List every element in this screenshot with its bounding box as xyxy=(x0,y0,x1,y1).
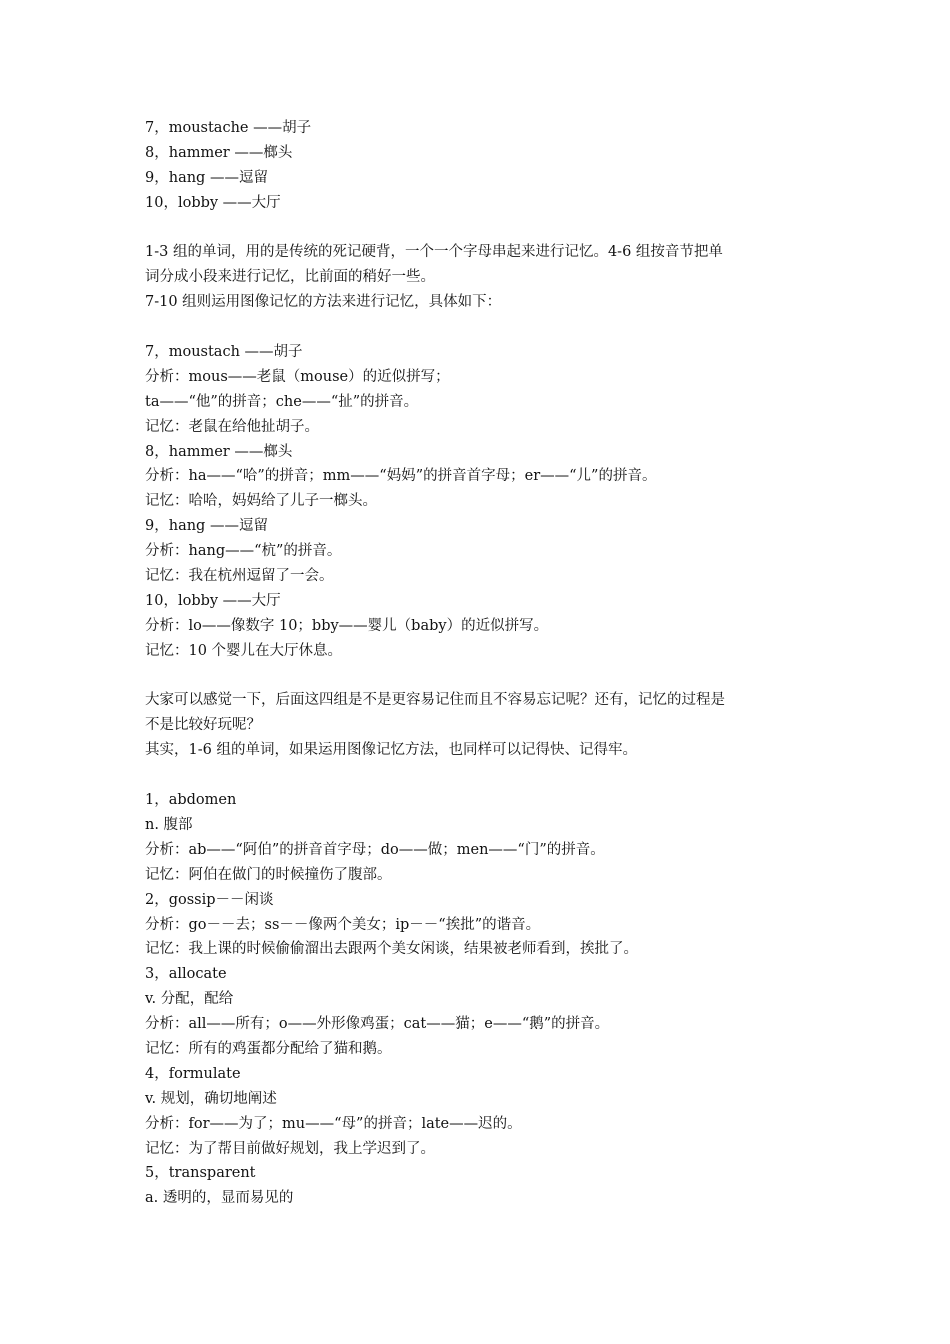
text-line: 其实，1-6 组的单词，如果运用图像记忆方法，也同样可以记得快、记得牢。 xyxy=(145,742,637,759)
text-line: 7，moustach ——胡子 xyxy=(145,344,303,361)
text-line: 词分成小段来进行记忆，比前面的稍好一些。 xyxy=(145,269,435,286)
blank-line xyxy=(145,216,815,241)
text-line: 2，gossip－－闲谈 xyxy=(145,891,274,908)
text-line: 1，abdomen xyxy=(145,792,237,809)
text-line: 8，hammer ——榔头 xyxy=(145,144,293,161)
text-line: 记忆：哈哈，妈妈给了儿子一榔头。 xyxy=(145,493,377,510)
text-line: 不是比较好玩呢？ xyxy=(145,717,261,734)
text-line: 9，hang ——逗留 xyxy=(145,169,268,186)
text-line: 10，lobby ——大厅 xyxy=(145,194,281,211)
blank-line xyxy=(145,315,815,340)
text-line: 分析：hang——“杭”的拼音。 xyxy=(145,543,342,560)
text-line: 记忆：我上课的时候偷偷溜出去跟两个美女闲谈，结果被老师看到，挨批了。 xyxy=(145,941,638,958)
text-line: 分析：mous——老鼠（mouse）的近似拼写； xyxy=(145,368,450,385)
text-line: 记忆：我在杭州逗留了一会。 xyxy=(145,568,334,585)
text-line: 记忆：10 个婴儿在大厅休息。 xyxy=(145,642,343,659)
text-line: 记忆：老鼠在给他扯胡子。 xyxy=(145,418,319,435)
text-line: 10，lobby ——大厅 xyxy=(145,592,281,609)
text-line: 分析：for——为了；mu——“母”的拼音；late——迟的。 xyxy=(145,1115,522,1132)
text-line: 3，allocate xyxy=(145,966,227,983)
text-line: n. 腹部 xyxy=(145,816,193,833)
text-line: 7-10 组则运用图像记忆的方法来进行记忆，具体如下： xyxy=(145,294,502,311)
text-line: 8，hammer ——榔头 xyxy=(145,443,293,460)
text-line: a. 透明的，显而易见的 xyxy=(145,1190,294,1207)
text-line: 记忆：阿伯在做门的时候撞伤了腹部。 xyxy=(145,866,392,883)
text-line: 分析：go－－去；ss－－像两个美女；ip－－“挨批”的谐音。 xyxy=(145,916,541,933)
text-line: 记忆：所有的鸡蛋都分配给了猫和鹅。 xyxy=(145,1040,392,1057)
text-line: 分析：ha——“哈”的拼音；mm——“妈妈”的拼音首字母；er——“儿”的拼音。 xyxy=(145,468,657,485)
blank-line xyxy=(145,664,815,689)
text-line: 分析：lo——像数字 10；bby——婴儿（baby）的近似拼写。 xyxy=(145,617,549,634)
text-line: v. 规划，确切地阐述 xyxy=(145,1090,277,1107)
text-line: 大家可以感觉一下，后面这四组是不是更容易记住而且不容易忘记呢？还有，记忆的过程是 xyxy=(145,692,725,709)
text-line: 分析：all——所有；o——外形像鸡蛋；cat——猫；e——“鹅”的拼音。 xyxy=(145,1016,610,1033)
text-line: v. 分配，配给 xyxy=(145,991,234,1008)
text-line: 7，moustache ——胡子 xyxy=(145,120,312,136)
document-body xyxy=(145,116,815,1211)
text-line: 记忆：为了帮目前做好规划，我上学迟到了。 xyxy=(145,1140,435,1157)
text-line: 4，formulate xyxy=(145,1065,241,1082)
text-line: ta——“他”的拼音；che——“扯”的拼音。 xyxy=(145,393,419,410)
blank-line xyxy=(145,763,815,788)
text-line: 分析：ab——“阿伯”的拼音首字母；do——做；men——“门”的拼音。 xyxy=(145,841,605,858)
text-line: 5，transparent xyxy=(145,1165,256,1182)
text-line: 1-3 组的单词，用的是传统的死记硬背，一个一个字母串起来进行记忆。4-6 组按音节把单 xyxy=(145,244,723,261)
text-line: 9，hang ——逗留 xyxy=(145,518,268,535)
